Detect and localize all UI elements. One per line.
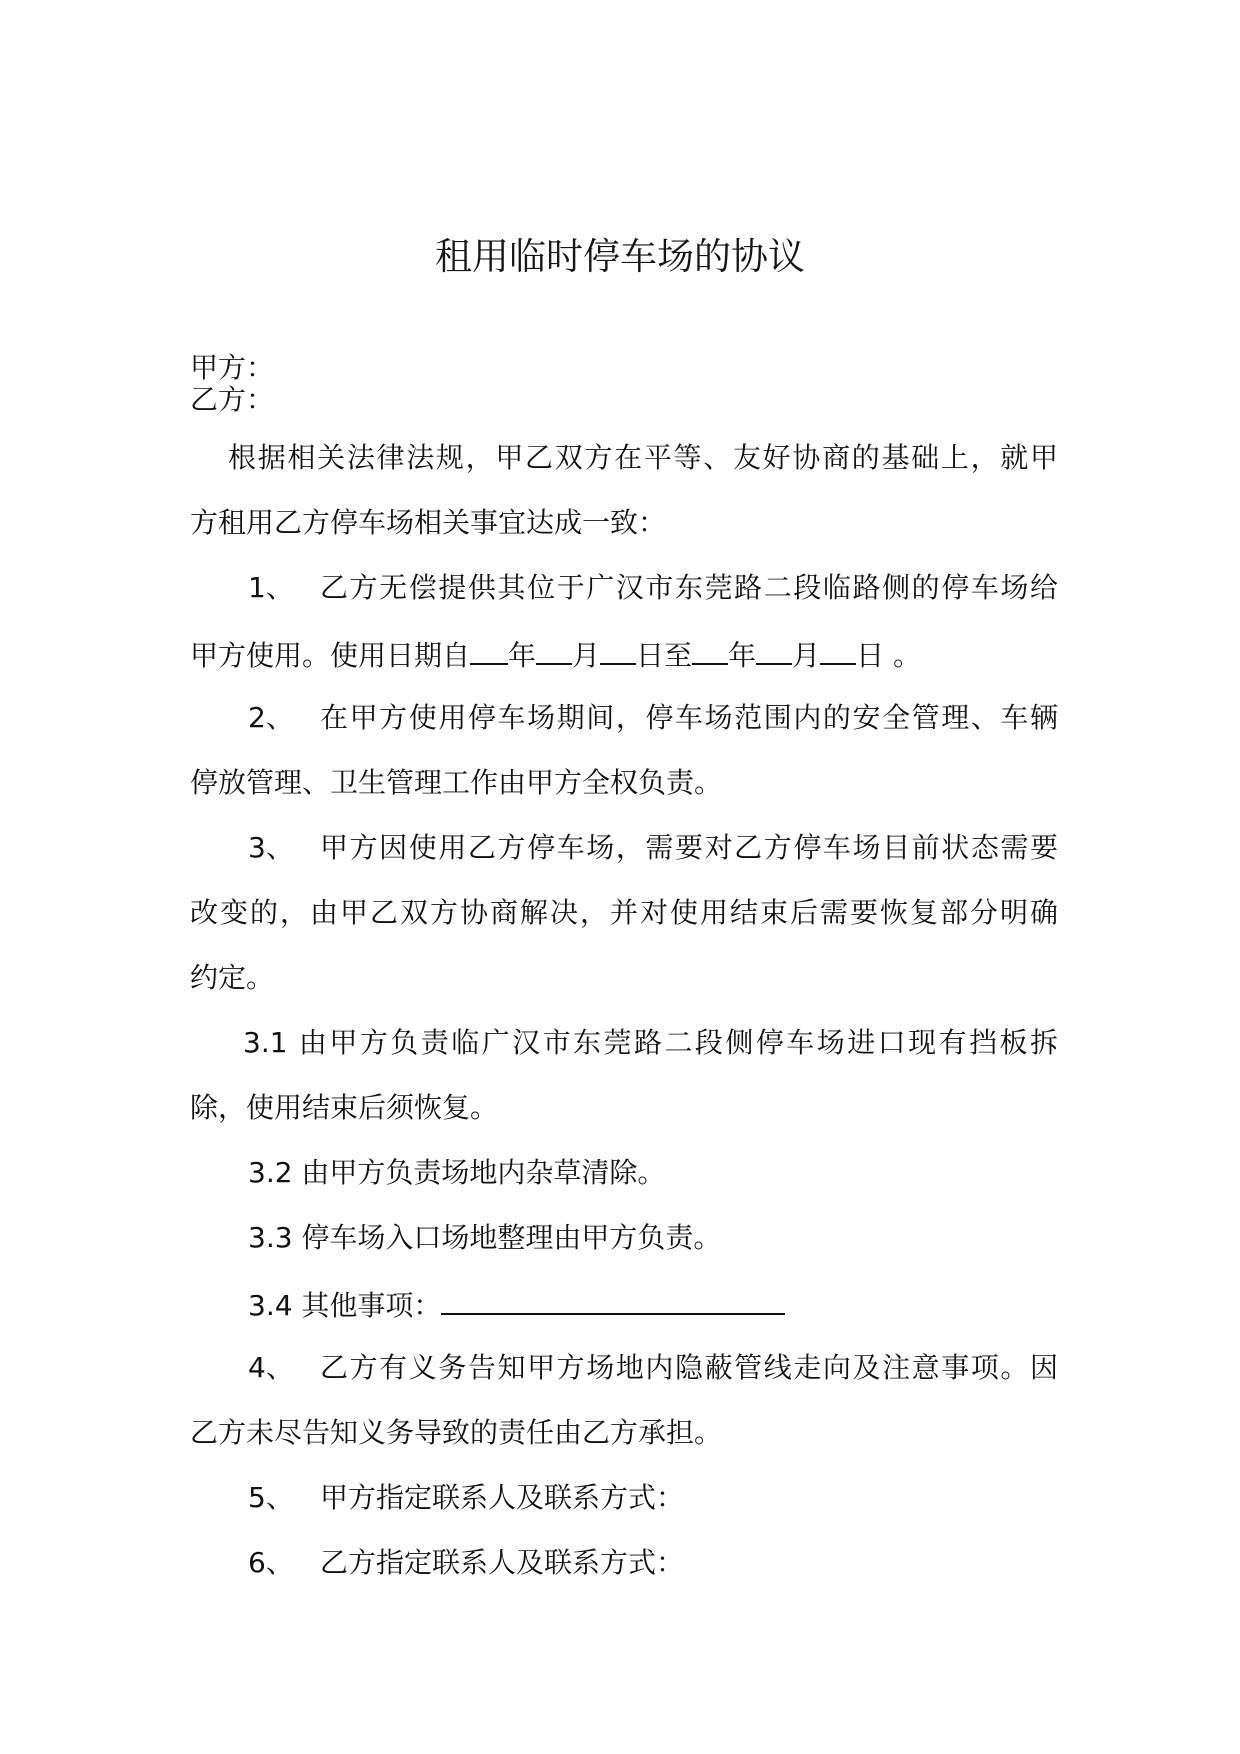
item-6-line-1: 乙方指定联系人及联系方式：: [320, 1546, 685, 1579]
item-1-text-b: 年: [508, 639, 537, 672]
item-4-line-1: 乙方有义务告知甲方场地内隐蔽管线走向及注意事项。因: [320, 1351, 1058, 1384]
blank-start-day: [600, 633, 636, 665]
blank-end-year: [692, 633, 728, 665]
intro-line-1: 根据相关法律法规，甲乙双方在平等、友好协商的基础上，就甲: [228, 441, 1058, 474]
item-3-1-line-1: 3.1 由甲方负责临广汉市东莞路二段侧停车场进口现有挡板拆: [243, 1026, 1058, 1059]
item-3-2: 3.2 由甲方负责场地内杂草清除。: [248, 1156, 666, 1189]
blank-end-month: [756, 633, 792, 665]
item-2-line-2: 停放管理、卫生管理工作由甲方全权负责。: [190, 766, 723, 799]
item-3-3: 3.3 停车场入口场地整理由甲方负责。: [248, 1221, 722, 1254]
item-3-line-1: 甲方因使用乙方停车场，需要对乙方停车场目前状态需要: [320, 831, 1058, 864]
party-a-label: 甲方：: [190, 351, 275, 384]
item-4-line-2: 乙方未尽告知义务导致的责任由乙方承担。: [190, 1416, 723, 1449]
item-3-number: 3、: [248, 831, 294, 864]
intro-line-2: 方租用乙方停车场相关事宜达成一致：: [190, 506, 667, 539]
item-6-number: 6、: [248, 1546, 294, 1579]
item-5-line-1: 甲方指定联系人及联系方式：: [320, 1481, 685, 1514]
item-1-line-2: [190, 633, 921, 676]
document-title: 租用临时停车场的协议: [435, 235, 805, 278]
item-1-text-g: 日 。: [856, 639, 921, 672]
item-1-line-1: 乙方无偿提供其位于广汉市东莞路二段临路侧的停车场给: [320, 571, 1058, 604]
blank-start-year: [470, 633, 508, 665]
item-1-number: 1、: [248, 571, 294, 604]
item-1-text-e: 年: [728, 639, 757, 672]
blank-other-matters: [441, 1283, 785, 1315]
item-3-4-label: 3.4 其他事项：: [248, 1289, 442, 1322]
party-b-label: 乙方：: [190, 383, 275, 416]
blank-start-month: [536, 633, 572, 665]
item-3-line-3: 约定。: [190, 961, 275, 994]
item-3-4: [248, 1283, 785, 1326]
item-2-line-1: 在甲方使用停车场期间，停车场范围内的安全管理、车辆: [320, 701, 1058, 734]
blank-end-day: [820, 633, 856, 665]
item-1-text-c: 月: [572, 639, 601, 672]
item-1-text-a: 甲方使用。使用日期自: [190, 639, 471, 672]
item-3-line-2: 改变的，由甲乙双方协商解决，并对使用结束后需要恢复部分明确: [190, 896, 1058, 929]
item-2-number: 2、: [248, 701, 294, 734]
item-3-1-line-2: 除，使用结束后须恢复。: [190, 1091, 499, 1124]
item-5-number: 5、: [248, 1481, 294, 1514]
item-1-text-d: 日至: [636, 639, 693, 672]
item-4-number: 4、: [248, 1351, 294, 1384]
item-1-text-f: 月: [792, 639, 821, 672]
